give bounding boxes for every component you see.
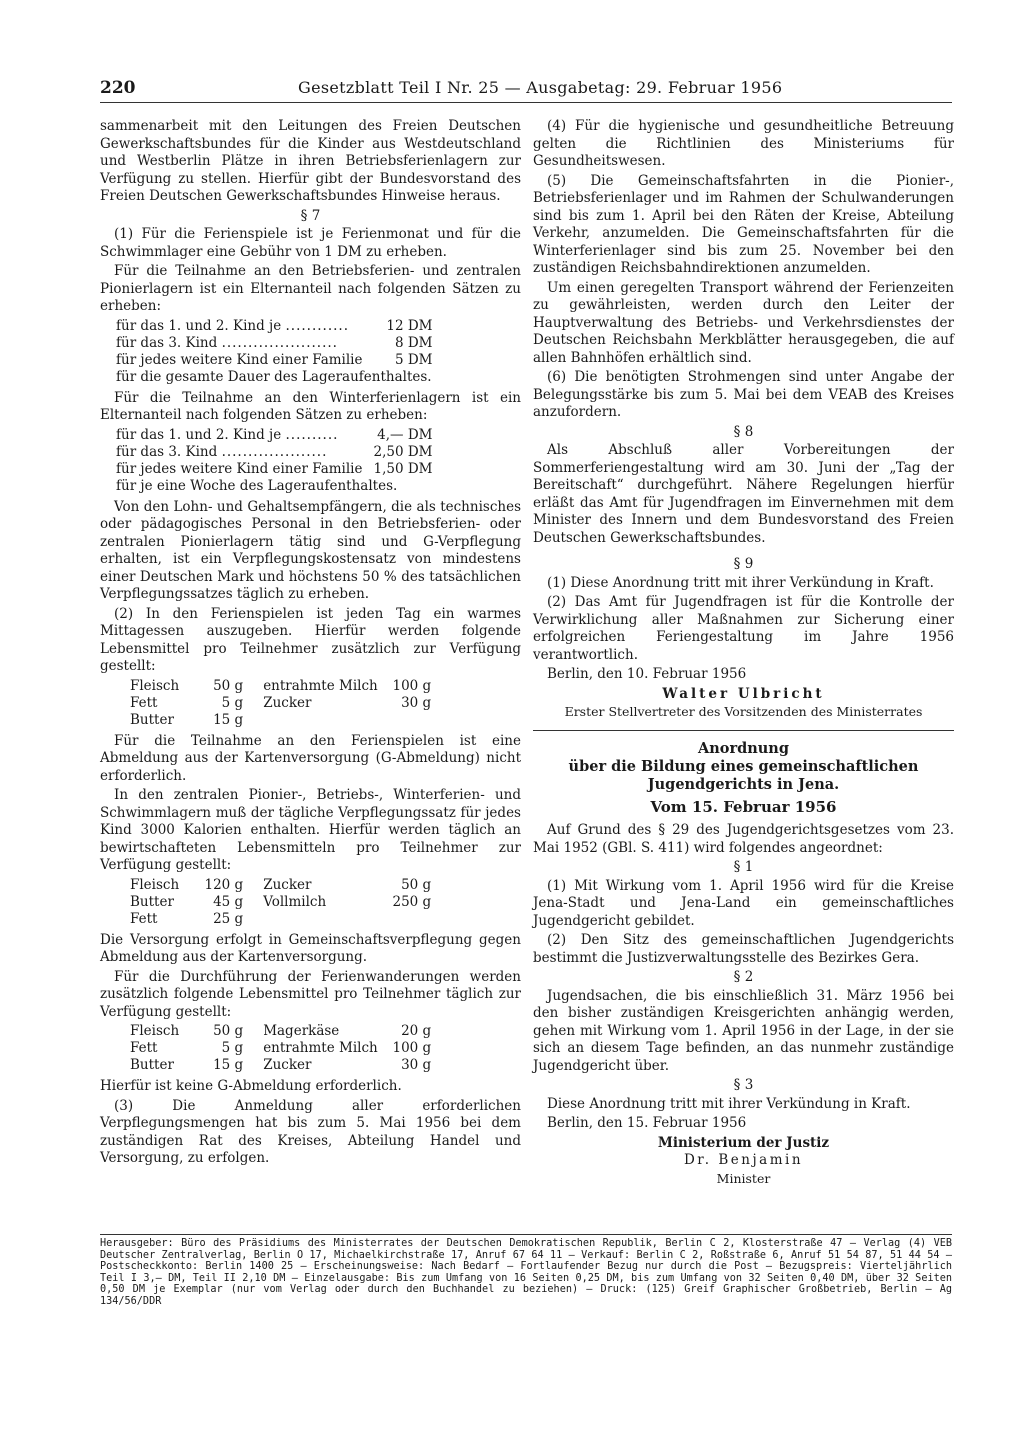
food-table-ferienspiele xyxy=(130,678,435,729)
table-row xyxy=(116,369,432,386)
food-name: Zucker xyxy=(263,694,312,711)
paragraph: Für die Teilnahme an den Winterferienlagern ist ein Elternanteil nach folgenden Sätzen zu erheben: xyxy=(100,389,521,423)
food-qty: 30 g xyxy=(401,1057,432,1073)
section-heading: § 7 xyxy=(300,207,321,224)
decree-title: Anordnung xyxy=(697,739,789,757)
rate-label: für das 3. Kind .................... xyxy=(116,443,328,460)
paragraph: Als Abschluß aller Vorbereitungen der Sommerferiengestaltung wird am 30. Juni der „Tag der Bereitschaft“ durchgeführt. Nähere Regelungen hierfür erläßt das Amt für Jugendfragen im Einvernehmen mit dem Minister des Innern und dem Bundesvorstand des Freien Deutschen Gewerkschaftsbundes. xyxy=(533,442,954,546)
paragraph: (2) In den Ferienspielen ist jeden Tag ein warmes Mittagessen auszugeben. Hierfür werden folgende Lebensmittel pro Teilnehmer zusätzlich zur Verfügung gestellt: xyxy=(100,605,521,674)
food-name xyxy=(263,911,387,928)
paragraph: Hierfür ist keine G-Abmeldung erforderlich. xyxy=(100,1078,402,1094)
section-heading: § 3 xyxy=(733,1077,754,1093)
table-row xyxy=(130,1040,435,1057)
food-qty: 30 g xyxy=(401,694,432,711)
paragraph: sammenarbeit mit den Leitungen des Freien Deutschen Gewerkschaftsbundes für die Kinder aus Westdeutschland und Westberlin Plätze in ihren Betriebsferienlagern zur Verfügung zu stellen. Hierfür gibt der Bundesvorstand des Freien Deutschen Gewerkschaftsbundes Hinweise heraus. xyxy=(100,118,521,204)
decree-title: über die Bildung eines gemeinschaftlichen xyxy=(568,757,919,775)
food-name: Fett xyxy=(130,910,158,927)
table-row xyxy=(130,877,435,894)
rate-note: für die gesamte Dauer des Lageraufenthaltes. xyxy=(116,368,432,385)
food-qty xyxy=(387,712,435,729)
section-heading: § 9 xyxy=(733,556,754,572)
table-row xyxy=(116,478,432,495)
rate-amount: 1,50 DM xyxy=(373,460,433,477)
food-name: Fleisch xyxy=(130,1023,180,1039)
table-row xyxy=(130,911,435,928)
food-name: Zucker xyxy=(263,876,312,893)
rate-label: für das 1. und 2. Kind je .......... xyxy=(116,426,339,443)
minister-title: Minister xyxy=(716,1170,771,1186)
food-name: Butter xyxy=(130,893,174,910)
paragraph: (2) Das Amt für Jugendfragen ist für die Kontrolle der Verwirklichung aller Maßnahmen zur Sicherung einer erfolgreichen Feriengestaltung im Jahre 1956 verantwortlich. xyxy=(533,594,954,663)
page-number: 220 xyxy=(100,78,136,98)
food-qty: 100 g xyxy=(392,1040,432,1056)
left-column xyxy=(100,118,521,1170)
food-name: Magerkäse xyxy=(263,1023,340,1039)
rates-table-summer xyxy=(116,318,432,386)
paragraph: In den zentralen Pionier-, Betriebs-, Winterferien- und Schwimmlagern muß der tägliche Verpflegungssatz für jedes Kind 3000 Kalorien enthalten. Hierfür werden täglich an bewirtschafteten Lebensmitteln pro Teilnehmer zur Verfügung gestellt: xyxy=(100,787,521,873)
section-heading: § 2 xyxy=(733,969,754,985)
imprint-footer: Herausgeber: Büro des Präsidiums des Ministerrates der Deutschen Demokratischen Republik, Berlin C 2, Klosterstraße 47 — Verlag (4) VEB Deutscher Zentralverlag, Berlin O 17, Michaelkirchstraße 17, Anruf 67 64 11 — Verkauf: Berlin C 2, Roßstraße 6, Anruf 51 54 87, 51 44 54 — Postscheckkonto: Berlin 1400 25 — Erscheinungsweise: Nach Bedarf — Fortlaufender Bezug nur durch die Post — Bezugspreis: Vierteljährlich Teil I 3,— DM, Teil II 2,10 DM — Einzelausgabe: Bis zum Umfang von 16 Seiten 0,25 DM, bis zum Umfang von 32 Seiten 0,40 DM, über 32 Seiten 0,50 DM je Exemplar (nur vom Verlag oder durch den Buchhandel zu beziehen) — Druck: (125) Greif Graphischer Großbetrieb, Berlin — Ag 134/56/DDR xyxy=(100,1238,952,1307)
paragraph: (6) Die benötigten Strohmengen sind unter Angabe der Belegungsstärke bis zum 5. Mai bei dem VEAB des Kreises anzufordern. xyxy=(533,369,954,420)
table-row xyxy=(130,1057,435,1074)
food-name: Zucker xyxy=(263,1057,312,1073)
rate-amount: 8 DM xyxy=(394,334,433,351)
rate-label: für jedes weitere Kind einer Familie xyxy=(116,351,363,368)
rate-label: für das 3. Kind ...................... xyxy=(116,334,338,351)
table-row xyxy=(116,444,432,461)
signature-name: Walter Ulbricht xyxy=(662,685,825,702)
food-qty: 15 g xyxy=(213,1057,244,1073)
header-rule xyxy=(100,102,952,103)
paragraph: Von den Lohn- und Gehaltsempfängern, die als technisches oder pädagogisches Personal in den Betriebsferien- oder zentralen Pionierlagern tätig sind und G-Verpflegung erhalten, ist ein Verpflegungskostensatz von mindestens einer Deutschen Mark und höchstens 50 % des tatsächlichen Verpflegungssatzes täglich zu erheben. xyxy=(100,498,521,602)
food-qty xyxy=(387,911,435,928)
paragraph: Für die Durchführung der Ferienwanderungen werden zusätzlich folgende Lebensmittel pro Teilnehmer täglich zur Verfügung gestellt: xyxy=(100,968,521,1020)
food-qty: 50 g xyxy=(213,677,244,694)
food-qty: 50 g xyxy=(213,1023,244,1039)
table-row xyxy=(116,335,432,352)
rate-amount: 12 DM xyxy=(386,317,433,334)
rate-label: für jedes weitere Kind einer Familie xyxy=(116,460,363,477)
paragraph: Auf Grund des § 29 des Jugendgerichtsgesetzes vom 23. Mai 1952 (GBl. S. 411) wird folgendes angeordnet: xyxy=(533,822,954,856)
rate-amount: 4,— DM xyxy=(377,426,433,443)
paragraph: Diese Anordnung tritt mit ihrer Verkündung in Kraft. xyxy=(547,1095,911,1112)
food-name: Butter xyxy=(130,711,174,728)
rate-amount: 2,50 DM xyxy=(373,443,433,460)
food-name: entrahmte Milch xyxy=(263,1040,378,1056)
paragraph: (4) Für die hygienische und gesundheitliche Betreuung gelten die Richtlinien des Ministeriums für Gesundheitswesen. xyxy=(533,118,954,169)
food-qty: 5 g xyxy=(221,1040,244,1056)
paragraph: Um einen geregelten Transport während der Ferienzeiten zu gewährleisten, werden durch den Leiter der Hauptverwaltung des Betriebs- und Verkehrsdienstes der Deutschen Reichsbahn Merkblätter herausgegeben, die auf allen Bahnhöfen erhältlich sind. xyxy=(533,279,954,366)
table-row xyxy=(116,352,432,369)
food-name: Fett xyxy=(130,1040,158,1056)
table-row xyxy=(116,427,432,444)
place-date: Berlin, den 15. Februar 1956 xyxy=(547,1115,747,1131)
paragraph: Jugendsachen, die bis einschließlich 31. März 1956 bei den bisher zuständigen Kreisgerichten anhängig werden, gehen mit Wirkung vom 1. April 1956 in der Lage, in der sie sich an diesem Tage befinden, an das nunmehr zuständige Jugendgericht über. xyxy=(533,987,954,1074)
food-name: Vollmilch xyxy=(263,893,327,910)
rates-table-winter xyxy=(116,427,432,495)
food-qty: 50 g xyxy=(401,876,432,893)
table-row xyxy=(116,461,432,478)
table-row xyxy=(130,1023,435,1040)
signature-title: Erster Stellvertreter des Vorsitzenden des Ministerrates xyxy=(564,704,923,719)
ministry-name: Ministerium der Justiz xyxy=(657,1134,830,1151)
footer-rule xyxy=(100,1234,952,1235)
food-qty: 15 g xyxy=(213,711,244,728)
table-row xyxy=(130,894,435,911)
rate-note: für je eine Woche des Lageraufenthaltes. xyxy=(116,477,398,494)
place-date: Berlin, den 10. Februar 1956 xyxy=(547,666,747,682)
section-heading: § 8 xyxy=(733,423,754,440)
food-name: entrahmte Milch xyxy=(263,677,378,694)
rate-amount: 5 DM xyxy=(394,351,433,368)
running-header: Gesetzblatt Teil I Nr. 25 — Ausgabetag: 29. Februar 1956 xyxy=(298,78,783,97)
food-qty: 120 g xyxy=(204,876,244,893)
food-qty: 100 g xyxy=(392,677,432,694)
food-name: Fett xyxy=(130,694,158,711)
minister-name: Dr. Benjamin xyxy=(683,1152,804,1168)
food-qty: 20 g xyxy=(401,1023,432,1039)
food-qty: 5 g xyxy=(221,694,244,711)
paragraph: Für die Teilnahme an den Ferienspielen ist eine Abmeldung aus der Kartenversorgung (G-Abmeldung) nicht erforderlich. xyxy=(100,732,521,784)
food-qty: 250 g xyxy=(392,893,432,910)
food-name xyxy=(263,712,387,729)
paragraph: (1) Diese Anordnung tritt mit ihrer Verkündung in Kraft. xyxy=(547,574,934,591)
right-column xyxy=(533,118,954,1187)
section-heading: § 1 xyxy=(733,859,754,875)
paragraph: (1) Mit Wirkung vom 1. April 1956 wird für die Kreise Jena-Stadt und Jena-Land ein gemeinschaftliches Jugendgericht gebildet. xyxy=(533,877,954,929)
paragraph: Für die Teilnahme an den Betriebsferien- und zentralen Pionierlagern ist ein Elternanteil nach folgenden Sätzen zu erheben: xyxy=(100,263,521,314)
paragraph: (1) Für die Ferienspiele ist je Ferienmonat und für die Schwimmlager eine Gebühr von 1 DM zu erheben. xyxy=(100,226,521,260)
paragraph: (3) Die Anmeldung aller erforderlichen Verpflegungsmengen hat bis zum 5. Mai 1956 bei dem zuständigen Rat des Kreises, Abteilung Handel und Versorgung, zu erfolgen. xyxy=(100,1097,521,1166)
food-name: Butter xyxy=(130,1057,174,1073)
decree-title: Jugendgerichts in Jena. xyxy=(647,775,840,793)
paragraph: Die Versorgung erfolgt in Gemeinschaftsverpflegung gegen Abmeldung aus der Kartenversorgung. xyxy=(100,931,521,965)
food-name: Fleisch xyxy=(130,677,180,694)
paragraph: (5) Die Gemeinschaftsfahrten in die Pionier-, Betriebsferienlager und im Rahmen der Schulwanderungen sind bis zum 1. April bei den Räten der Kreise, Abteilung Verkehr, anzumelden. Die Gemeinschaftsfahrten für die Winterferienlager sind bis zum 25. November bei den zuständigen Reichsbahndirektionen anzumelden. xyxy=(533,172,954,276)
section-divider xyxy=(533,730,954,731)
food-name: Fleisch xyxy=(130,876,180,893)
food-qty: 45 g xyxy=(213,893,244,910)
table-row xyxy=(116,318,432,335)
paragraph: (2) Den Sitz des gemeinschaftlichen Jugendgerichts bestimmt die Justizverwaltungsstelle des Bezirkes Gera. xyxy=(533,932,954,966)
food-table-zentral xyxy=(130,877,435,928)
food-qty: 25 g xyxy=(213,910,244,927)
table-row xyxy=(130,695,435,712)
food-table-wanderungen xyxy=(130,1023,435,1074)
table-row xyxy=(130,712,435,729)
table-row xyxy=(130,678,435,695)
rate-label: für das 1. und 2. Kind je ............ xyxy=(116,317,350,334)
decree-date: Vom 15. Februar 1956 xyxy=(650,797,837,816)
